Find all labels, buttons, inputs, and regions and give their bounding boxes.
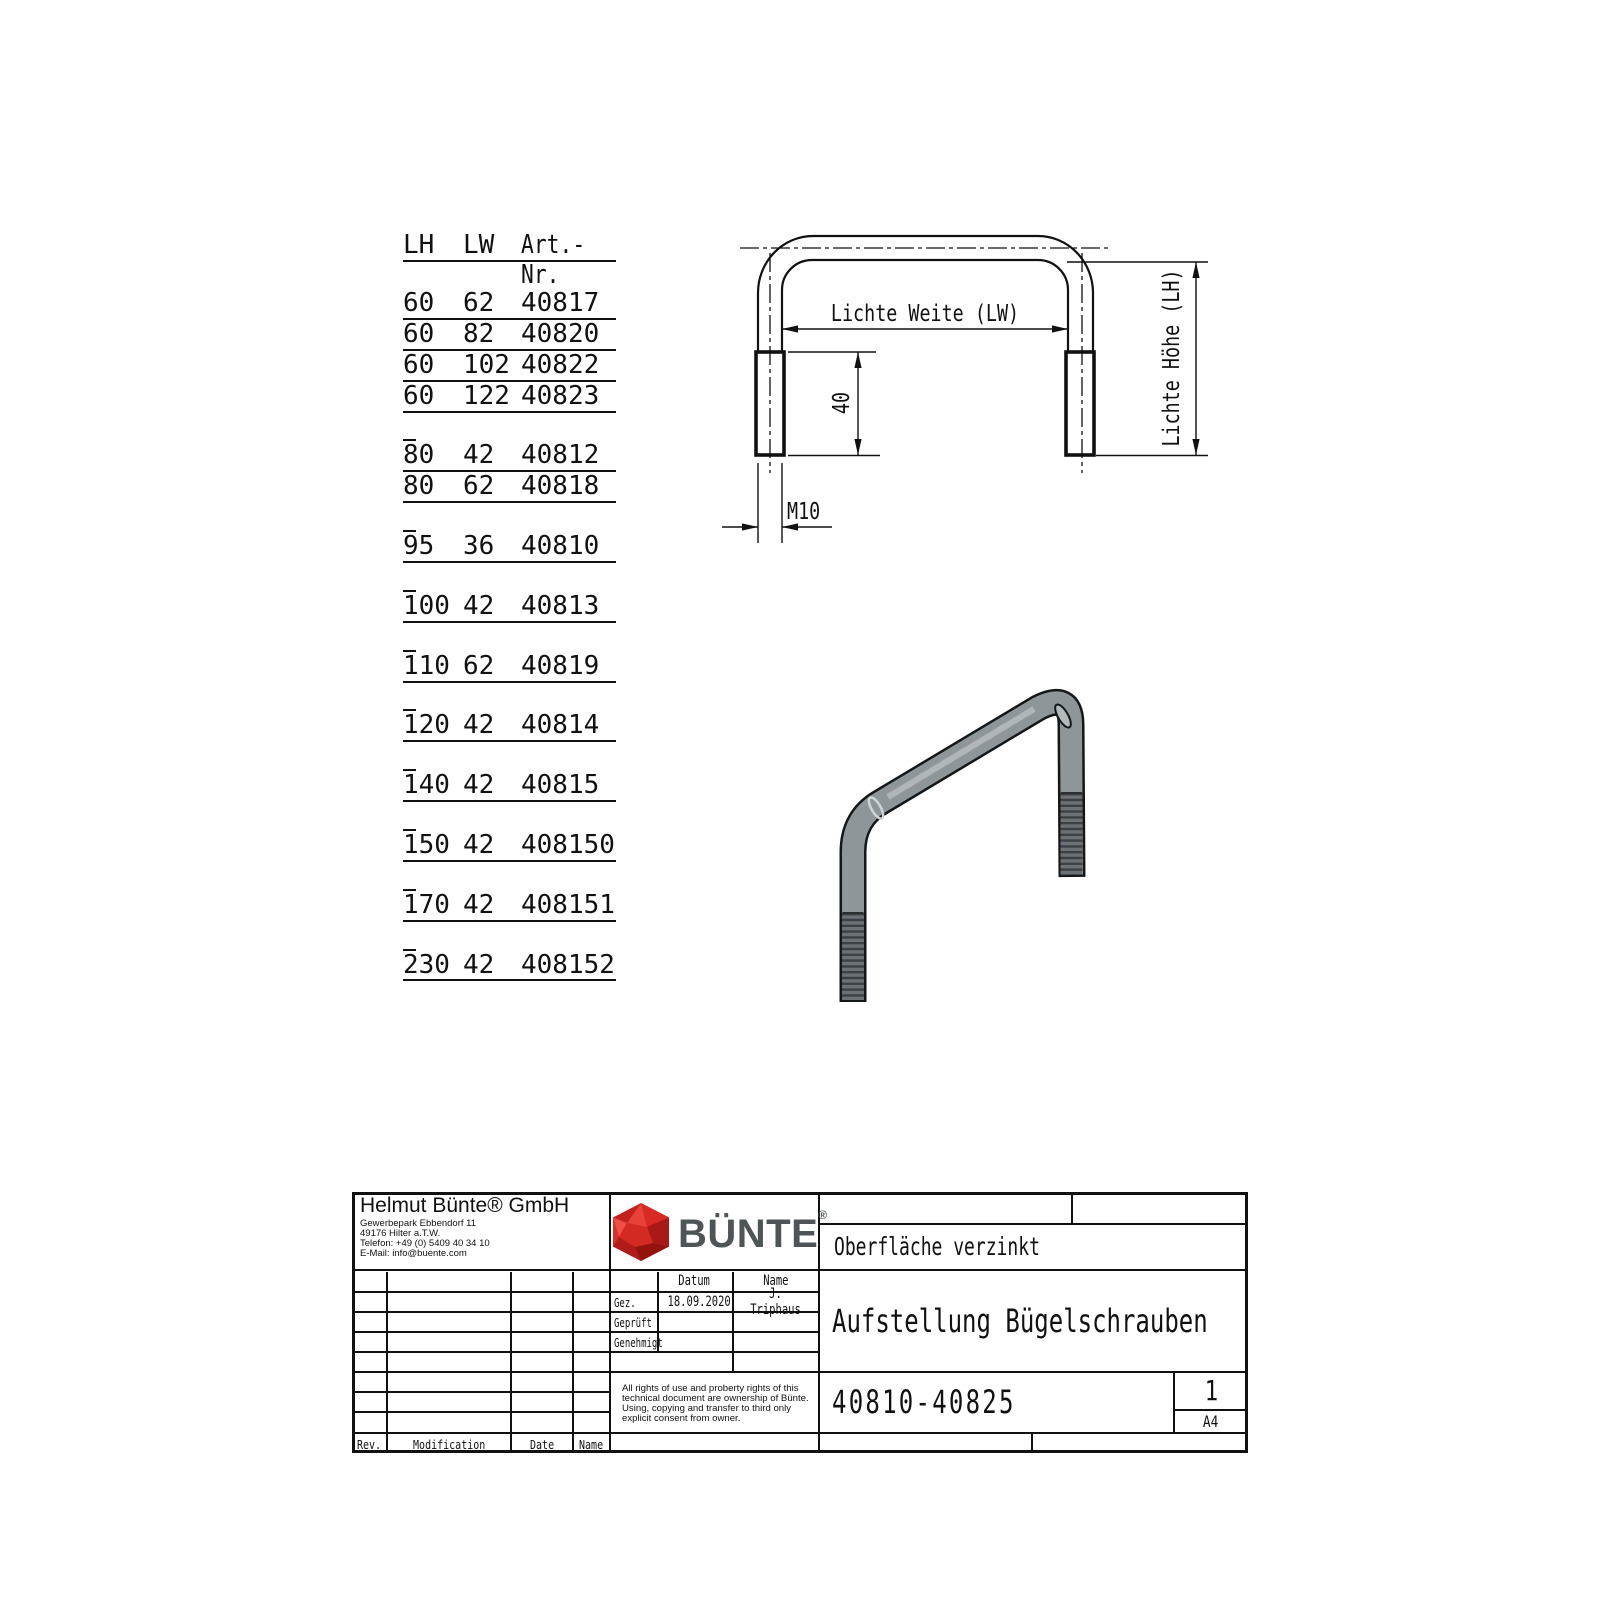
paper-format: A4 [1203, 1412, 1219, 1431]
group-gap-tick [403, 949, 416, 951]
group-gap [403, 413, 616, 442]
registered-mark: ® [818, 1208, 828, 1222]
date-col-label: Date [529, 1436, 555, 1452]
company-phone: Telefon: +49 (0) 5409 40 34 10 [360, 1238, 490, 1249]
approval-name-gez: J. Triphaus [750, 1286, 801, 1318]
dim-label-lichte-weite: Lichte Weite (LW) [830, 300, 1020, 327]
group-gap-tick [403, 439, 416, 441]
dim-label-40: 40 [828, 391, 855, 415]
approval-date-gez: 18.09.2020 [667, 1294, 731, 1310]
header-art-nr: Art.-Nr. [521, 230, 586, 290]
approval-row-geprueft [610, 1312, 819, 1332]
group-gap [403, 503, 616, 532]
rev-col-label: Rev. [357, 1436, 382, 1452]
table-row: 60 62 40817 [403, 289, 616, 320]
legal-notice: All rights of use and proberty rights of this technical document are ownership of Bünte. Using, copying and transfer to third only explicit consent from owner. [622, 1383, 809, 1425]
table-row: 170 42 408151 [403, 889, 615, 920]
group-gap-tick [403, 829, 416, 831]
group-gap [403, 623, 616, 652]
table-row: 80 62 40818 [403, 472, 616, 503]
table-row: 150 42 408150 [403, 830, 615, 861]
name-col-label: Name [579, 1436, 604, 1452]
approval-row-gez [610, 1286, 819, 1318]
size-table [403, 230, 616, 981]
approval-row-genehmigt [610, 1332, 819, 1352]
group-gap [403, 742, 616, 771]
bunte-logo-hexagon-icon [610, 1203, 672, 1261]
table-row: 120 42 40814 [403, 711, 616, 742]
revision-header-row [352, 1435, 610, 1453]
table-row: 140 42 40815 [403, 771, 616, 802]
approval-label-genehmigt: Genehmigt [614, 1334, 663, 1350]
approval-label-gez: Gez. [614, 1294, 636, 1310]
table-row: 60 82 40820 [403, 320, 616, 351]
dim-label-m10: M10 [787, 498, 821, 525]
table-row: 95 36 40810 [403, 532, 616, 563]
table-row: 60 102 40822 [403, 351, 616, 382]
company-address-1: Gewerbepark Ebbendorf 11 [360, 1218, 477, 1229]
group-gap-tick [403, 590, 416, 592]
header-lh: LH [403, 230, 435, 260]
size-table-body [403, 289, 616, 981]
table-row: 100 42 40813 [403, 592, 616, 623]
company-address-2: 49176 Hilter a.T.W. [360, 1228, 441, 1239]
company-name: Helmut Bünte® GmbH [360, 1194, 570, 1217]
approval-col-name: Name [762, 1273, 789, 1289]
u-bolt-3d-render [780, 640, 1200, 1060]
table-row: 80 42 40812 [403, 441, 616, 472]
group-gap-tick [403, 530, 416, 532]
approval-label-geprueft: Geprüft [614, 1314, 652, 1330]
technical-drawing [690, 195, 1270, 575]
group-gap-tick [403, 709, 416, 711]
modification-col-label: Modification [412, 1436, 486, 1452]
group-gap-tick [403, 889, 416, 891]
approval-col-datum: Datum [678, 1273, 711, 1289]
group-gap [403, 563, 616, 592]
group-gap [403, 922, 616, 951]
table-row: 230 42 408152 [403, 949, 615, 980]
surface-note: Oberfläche verzinkt [834, 1232, 1040, 1261]
size-table-header [403, 230, 616, 290]
bunte-logo-wordmark: BÜNTE® [678, 1208, 828, 1256]
sheet-number: 1 [1204, 1374, 1218, 1407]
group-gap-tick [403, 769, 416, 771]
company-email: E-Mail: info@buente.com [360, 1248, 467, 1259]
dim-label-lichte-hoehe: Lichte Höhe (LH) [1158, 269, 1185, 447]
drawing-title: Aufstellung Bügelschrauben [832, 1302, 1208, 1340]
group-gap [403, 862, 616, 891]
title-block [352, 1192, 1248, 1453]
group-gap [403, 683, 616, 712]
group-gap-tick [403, 650, 416, 652]
table-row: 60 122 40823 [403, 382, 616, 413]
table-row: 110 62 40819 [403, 652, 616, 683]
header-lw: LW [463, 230, 495, 260]
document-number: 40810-40825 [832, 1383, 1016, 1421]
group-gap [403, 802, 616, 831]
